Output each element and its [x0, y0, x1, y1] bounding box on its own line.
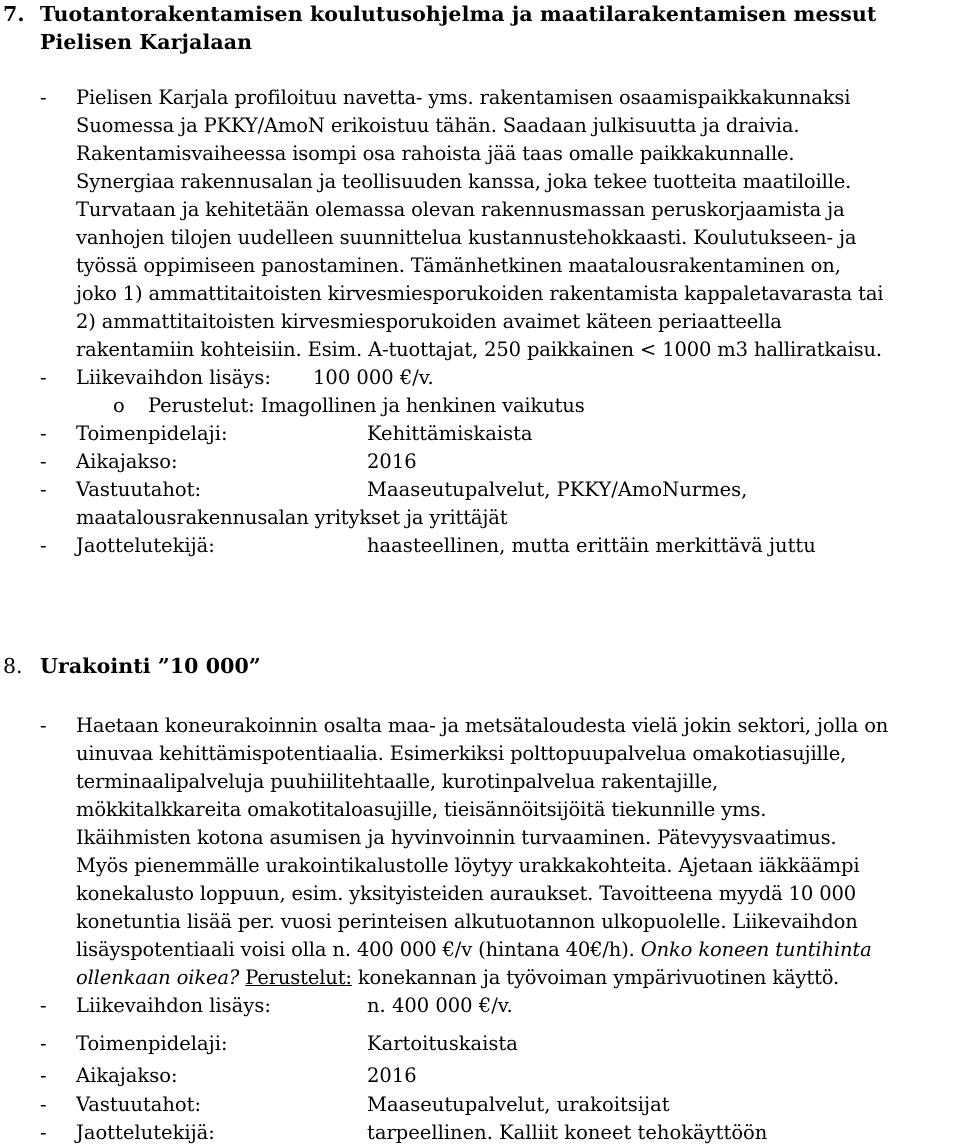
section-8-toimenpidelaji-label: Toimenpidelaji: — [76, 1032, 228, 1055]
section-7-vastuutahot-value: Maaseutupalvelut, PKKY/AmoNurmes, — [367, 478, 748, 501]
section-7-dash-5: - — [40, 478, 47, 501]
section-7-aikajakso-label: Aikajakso: — [76, 450, 178, 473]
section-8-paragraph-line: Myös pienemmälle urakointikalustolle löytyy urakkakohteita. Ajetaan iäkkäämpi — [76, 854, 860, 877]
section-8-paragraph-line: terminaalipalveluja puuhiilitehtaalle, kurotinpalvelua rakentajille, — [76, 770, 719, 793]
section-8-paragraph-line-with-question — [76, 936, 872, 964]
section-8-aikajakso-label: Aikajakso: — [76, 1064, 178, 1087]
section-7-aikajakso-value: 2016 — [367, 450, 417, 473]
section-8-revenue-value: n. 400 000 €/v. — [367, 994, 513, 1017]
section-7-revenue-label: Liikevaihdon lisäys: — [76, 366, 271, 389]
section-8-paragraph-line: konetuntia lisää per. vuosi perinteisen alkutuotannon ulkopuolelle. Liikevaihdon — [76, 910, 858, 933]
section-7-dash-3: - — [40, 422, 47, 445]
section-7-paragraph-line: Rakentamisvaiheessa isompi osa rahoista jää taas omalle paikkakunnalle. — [76, 142, 795, 165]
section-7-paragraph-line: 2) ammattitaitoisten kirvesmiesporukoiden avaimet käteen periaatteella — [76, 310, 782, 333]
section-7-toimenpidelaji-label: Toimenpidelaji: — [76, 422, 228, 445]
section-7-toimenpidelaji-value: Kehittämiskaista — [367, 422, 533, 445]
section-8-paragraph-line: Haetaan koneurakoinnin osalta maa- ja metsätaloudesta vielä jokin sektori, jolla on — [76, 714, 889, 737]
section-7-dash-6: - — [40, 534, 47, 557]
section-8-dash-4: - — [40, 1064, 47, 1087]
section-8-paragraph-line: lisäyspotentiaali voisi olla n. 400 000 €/v (hintana 40€/h). — [76, 938, 635, 961]
section-8-jaottelu-label: Jaottelutekijä: — [76, 1121, 215, 1144]
section-7-revenue-value: 100 000 €/v. — [313, 366, 434, 389]
section-8-dash-2: - — [40, 994, 47, 1017]
section-7-paragraph-line: Turvataan ja kehitetään olemassa olevan rakennusmassan peruskorjaamista ja — [76, 198, 845, 221]
section-7-vastuutahot-continued: maatalousrakennusalan yritykset ja yrittäjät — [76, 506, 508, 529]
section-7-perustelut: Perustelut: Imagollinen ja henkinen vaikutus — [148, 394, 585, 417]
section-7-title-line-2: Pielisen Karjalaan — [40, 30, 253, 54]
section-8-question-part-1: Onko koneen tuntihinta — [640, 938, 872, 961]
section-8-title: Urakointi ”10 000” — [40, 654, 261, 678]
section-7-dash-1: - — [40, 86, 47, 109]
section-8-question-line — [76, 964, 839, 992]
section-8-paragraph-line: Ikäihmisten kotona asumisen ja hyvinvoinnin turvaaminen. Pätevyysvaatimus. — [76, 826, 837, 849]
section-8-paragraph-line: uinuvaa kehittämispotentiaalia. Esimerkiksi polttopuupalvelua omakotiasujille, — [76, 742, 847, 765]
section-8-dash-1: - — [40, 714, 47, 737]
section-8-jaottelu-value: tarpeellinen. Kalliit koneet tehokäyttöön — [367, 1121, 768, 1144]
section-7-paragraph-line: Synergiaa rakennusalan ja teollisuuden kanssa, joka tekee tuotteita maatiloille. — [76, 170, 852, 193]
section-8-paragraph-line: mökkitalkkareita omakotitaloasujille, tieisännöitsijöitä tiekunnille yms. — [76, 798, 767, 821]
section-7-paragraph-line: työssä oppimiseen panostaminen. Tämänhetkinen maatalousrakentaminen on, — [76, 254, 841, 277]
section-7-title-line-1: Tuotantorakentamisen koulutusohjelma ja maatilarakentamisen messut — [40, 2, 877, 26]
section-8-vastuutahot-value: Maaseutupalvelut, urakoitsijat — [367, 1093, 670, 1116]
section-8-revenue-label: Liikevaihdon lisäys: — [76, 994, 271, 1017]
section-8-dash-5: - — [40, 1093, 47, 1116]
section-8-question-part-2: ollenkaan oikea? — [76, 966, 240, 989]
section-7-paragraph-line: joko 1) ammattitaitoisten kirvesmiesporukoiden rakentamista kappaletavarasta tai — [76, 282, 884, 305]
section-7-number: 7. — [3, 2, 25, 26]
section-7-paragraph-line: rakentamiin kohteisiin. Esim. A-tuottajat, 250 paikkainen < 1000 m3 halliratkaisu. — [76, 338, 882, 361]
section-7-dash-4: - — [40, 450, 47, 473]
section-8-perustelut-text: konekannan ja työvoiman ympärivuotinen käyttö. — [357, 966, 840, 989]
section-8-dash-6: - — [40, 1121, 47, 1144]
section-7-jaottelu-label: Jaottelutekijä: — [76, 534, 215, 557]
section-7-paragraph-line: Pielisen Karjala profiloituu navetta- yms. rakentamisen osaamispaikkakunnaksi — [76, 86, 851, 109]
section-7-dash-2: - — [40, 366, 47, 389]
section-7-vastuutahot-label: Vastuutahot: — [76, 478, 202, 501]
section-7-paragraph-line: vanhojen tilojen uudelleen suunnittelua kustannustehokkaasti. Koulutukseen- ja — [76, 226, 857, 249]
section-7-jaottelu-value: haasteellinen, mutta erittäin merkittävä juttu — [367, 534, 816, 557]
section-8-dash-3: - — [40, 1032, 47, 1055]
section-7-paragraph-line: Suomessa ja PKKY/AmoN erikoistuu tähän. Saadaan julkisuutta ja draivia. — [76, 114, 800, 137]
section-8-toimenpidelaji-value: Kartoituskaista — [367, 1032, 518, 1055]
section-8-aikajakso-value: 2016 — [367, 1064, 417, 1087]
section-8-perustelut-label: Perustelut: — [245, 966, 352, 989]
section-8-paragraph-line: konekalusto loppuun, esim. yksityisteiden auraukset. Tavoitteena myydä 10 000 — [76, 882, 856, 905]
section-8-vastuutahot-label: Vastuutahot: — [76, 1093, 202, 1116]
section-7-circle-bullet: o — [113, 394, 125, 417]
section-8-number: 8. — [3, 654, 23, 678]
